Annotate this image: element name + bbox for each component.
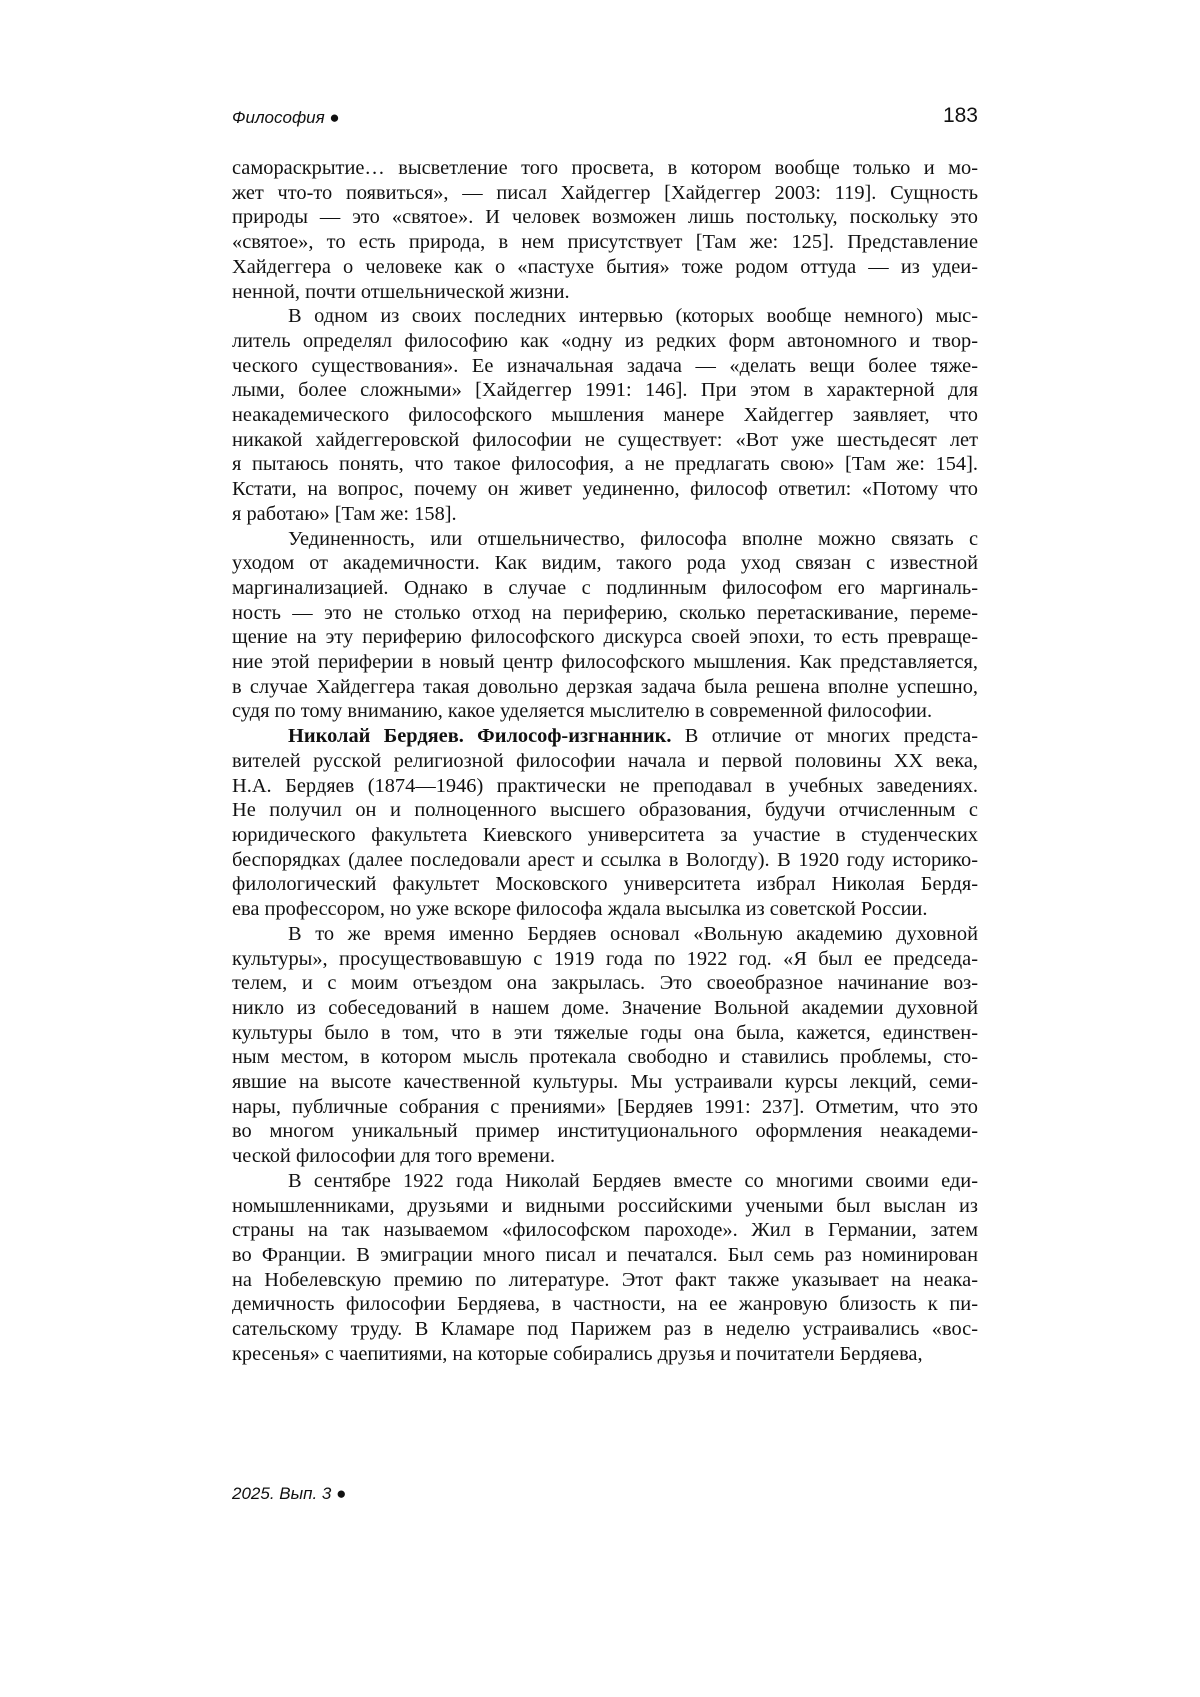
text-line: Не получил он и полноценного высшего образования, будучи отчисленным с [232, 799, 978, 822]
text-line: ева профессором, но уже вскоре философа ждала высылка из советской России. [232, 898, 928, 921]
text-line: ность — это не столько отход на периферию, сколько перетаскивание, переме- [232, 601, 978, 624]
page-header [232, 102, 978, 138]
text-line: я пытаюсь понять, что такое философия, а не предлагать свою» [Там же: 154]. [232, 453, 978, 476]
paragraph [232, 527, 978, 725]
text-line: кресенья» с чаепитиями, на которые собирались друзья и почитатели Бердяева, [232, 1342, 923, 1365]
paragraph [232, 1169, 978, 1367]
text-line: ненной, почти отшельнической жизни. [232, 280, 570, 303]
text-line: во Франции. В эмиграции много писал и печатался. Был семь раз номинирован [232, 1243, 978, 1266]
text-line: явшие на высоте качественной культуры. Мы устраивали курсы лекций, семи- [232, 1071, 978, 1094]
text-line: Хайдеггера о человеке как о «пастухе бытия» тоже родом оттуда — из удеи- [232, 255, 978, 278]
text-line: «святое», то есть природа, в нем присутствует [Там же: 125]. Представление [232, 231, 978, 254]
text-line: судя по тому вниманию, какое уделяется мыслителю в современной философии. [232, 700, 933, 723]
text-line: культуры», просуществовавшую с 1919 года по 1922 год. «Я был ее председа- [232, 947, 978, 970]
text-line: номышленниками, друзьями и видными российскими учеными был выслан из [232, 1194, 978, 1217]
text-line: лыми, более сложными» [Хайдеггер 1991: 146]. При этом в характерной для [232, 379, 978, 402]
text-line: Н.А. Бердяев (1874—1946) практически не преподавал в учебных заведениях. [232, 774, 978, 797]
text-line: телем, и с моим отъездом она закрылась. Это своеобразное начинание воз- [232, 972, 978, 995]
text-line: щение на эту периферию философского дискурса своей эпохи, то есть превраще- [232, 626, 978, 649]
text-line: я работаю» [Там же: 158]. [232, 502, 457, 525]
text-line: природы — это «святое». И человек возможен лишь постольку, поскольку это [232, 206, 978, 229]
text-line: литель определял философию как «одну из редких форм автономного и твор- [232, 329, 978, 352]
text-line: беспорядках (далее последовали арест и ссылка в Вологду). В 1920 году историко- [232, 848, 978, 871]
text-line: во многом уникальный пример институционального оформления неакадеми- [232, 1120, 978, 1143]
article-body [232, 156, 978, 1366]
text-line: юридического факультета Киевского университета за участие в студенческих [232, 823, 978, 846]
text-line: Николай Бердяев. Философ-изгнанник. В отличие от многих предста- [288, 725, 979, 748]
section-heading: Николай Бердяев. Философ-изгнанник. [288, 725, 672, 748]
text-line: В сентябре 1922 года Николай Бердяев вместе со многими своими еди- [288, 1169, 978, 1192]
text-line: ным местом, в котором мысль протекала свободно и ставились проблемы, сто- [232, 1046, 978, 1069]
text-line: филологический факультет Московского университета избрал Николая Бердя- [232, 873, 978, 896]
text-line: демичность философии Бердяева, в частности, на ее жанровую близость к пи- [232, 1293, 978, 1316]
text-line: нары, публичные собрания с прениями» [Бердяев 1991: 237]. Отметим, что это [232, 1095, 978, 1118]
text-line: культуры было в том, что в эти тяжелые годы она была, кажется, единствен- [232, 1021, 978, 1044]
running-title: Философия ● [232, 108, 340, 127]
paragraph [232, 922, 978, 1169]
text-line: Кстати, на вопрос, почему он живет уединенно, философ ответил: «Потому что [232, 478, 978, 501]
paragraph [232, 724, 978, 922]
text-line: уходом от академичности. Как видим, такого рода уход связан с известной [232, 552, 978, 575]
text-line: в случае Хайдеггера такая довольно дерзкая задача была решена вполне успешно, [232, 675, 978, 698]
text-line: самораскрытие… высветление того просвета, в котором вообще только и мо- [232, 157, 978, 179]
text-line: ческого существования». Ее изначальная задача — «делать вещи более тяже- [232, 354, 978, 377]
text-line: маргинализацией. Однако в случае с подлинным философом его маргиналь- [232, 576, 978, 599]
text-line: никло из собеседований в нашем доме. Значение Вольной академии духовной [232, 996, 978, 1019]
paragraph [232, 156, 978, 304]
text-line: Уединенность, или отшельничество, философа вполне можно связать с [288, 527, 978, 550]
issue-footer: 2025. Вып. 3 ● [232, 1484, 347, 1503]
text-line: В то же время именно Бердяев основал «Вольную академию духовной [288, 922, 978, 945]
text-line: жет что-то появиться», — писал Хайдеггер [Хайдеггер 2003: 119]. Сущность [232, 181, 978, 204]
text-line: сательскому труду. В Кламаре под Парижем раз в неделю устраивались «вос- [232, 1318, 978, 1341]
text-line: на Нобелевскую премию по литературе. Этот факт также указывает на неака- [232, 1268, 978, 1291]
paragraph [232, 304, 978, 526]
text-line: страны на так называемом «философском пароходе». Жил в Германии, затем [232, 1219, 978, 1242]
text-line: неакадемического философского мышления манере Хайдеггер заявляет, что [232, 404, 978, 427]
text-line: ние этой периферии в новый центр философского мышления. Как представляется, [232, 651, 978, 674]
text-line: вителей русской религиозной философии начала и первой половины XX века, [232, 749, 978, 772]
text-line: В одном из своих последних интервью (которых вообще немного) мыс- [288, 305, 978, 328]
text-line: никакой хайдеггеровской философии не существует: «Вот уже шестьдесят лет [232, 428, 978, 451]
page-number: 183 [942, 104, 978, 127]
text-line: ческой философии для того времени. [232, 1145, 556, 1168]
